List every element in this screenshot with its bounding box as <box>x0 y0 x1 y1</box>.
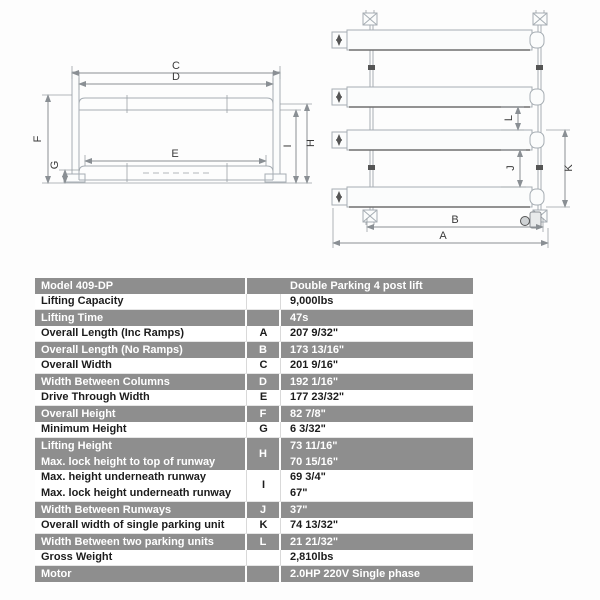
spec-label: Width Between Columns <box>35 374 247 390</box>
table-row <box>35 390 473 406</box>
dim-letter: D <box>247 374 281 390</box>
dim-letter: J <box>247 502 281 518</box>
dim-letter <box>247 550 281 565</box>
spec-value: 192 1/16" <box>290 375 339 388</box>
spec-value: 82 7/8" <box>290 407 326 420</box>
spec-value: 37" <box>290 503 308 516</box>
dim-letter: L <box>247 534 281 550</box>
dim-letter: I <box>247 470 281 501</box>
dim-letter: A <box>247 326 281 341</box>
dim-letter: C <box>247 358 281 373</box>
spec-value: 73 11/16" <box>290 439 338 452</box>
spec-label: Lifting Time <box>35 310 247 326</box>
spec-value: 2.0HP 220V Single phase <box>290 567 421 580</box>
spec-label: Motor <box>35 566 247 582</box>
spec-label: Max. height underneath runway <box>41 471 207 483</box>
dim-letter <box>247 310 281 326</box>
runway-top <box>79 95 273 113</box>
spec-label: Width Between Runways <box>35 502 247 518</box>
dim-label-i: I <box>282 144 294 148</box>
table-row <box>35 470 473 502</box>
runway-bottom <box>79 163 273 182</box>
table-row <box>35 502 473 518</box>
dim-letter: F <box>247 406 281 422</box>
table-header-row <box>35 278 473 294</box>
dim-letter: K <box>247 518 281 533</box>
column-bottom-left <box>363 210 377 225</box>
base-plate-left <box>64 174 85 182</box>
spec-value: 47s <box>290 311 309 324</box>
spec-value: 74 13/32" <box>290 519 339 531</box>
spec-label: Max. lock height to top of runway <box>41 455 216 468</box>
base-plate-right <box>265 174 286 182</box>
spec-table <box>35 278 473 582</box>
spec-value: 70 15/16" <box>290 455 339 468</box>
table-row <box>35 566 473 582</box>
dimension-lines <box>42 66 312 183</box>
table-row <box>35 294 473 310</box>
dim-label-c: C <box>172 60 180 72</box>
dim-label-k: K <box>563 164 575 172</box>
spec-label: Overall Length (No Ramps) <box>35 342 247 358</box>
model-label: Model 409-DP <box>35 278 247 294</box>
dim-letter: H <box>247 438 281 470</box>
table-row <box>35 326 473 342</box>
spec-label: Lifting Height <box>41 439 112 452</box>
spec-value: 201 9/16" <box>290 359 339 371</box>
dim-label-d: D <box>172 71 180 83</box>
power-unit <box>521 212 542 228</box>
column-top-left <box>363 10 377 25</box>
dim-letter <box>247 294 281 309</box>
dim-label-g: G <box>49 160 61 170</box>
spec-value: 2,810lbs <box>290 551 334 563</box>
dim-label-j: J <box>505 165 517 171</box>
dim-label-e: E <box>171 148 179 160</box>
dim-letter: G <box>247 422 281 437</box>
spec-value: 21 21/32" <box>290 535 339 548</box>
table-row <box>35 406 473 422</box>
lock-marks <box>368 65 543 170</box>
table-row <box>35 422 473 438</box>
dim-letter <box>247 566 281 582</box>
table-row <box>35 534 473 550</box>
dim-letter: E <box>247 390 281 405</box>
top-view-diagram <box>325 8 587 256</box>
table-row <box>35 358 473 374</box>
column-top-right <box>533 10 547 25</box>
spec-label: Max. lock height underneath runway <box>41 487 232 499</box>
spec-label: Overall Length (Inc Ramps) <box>35 326 247 341</box>
front-view-diagram <box>28 48 318 223</box>
spec-label: Lifting Capacity <box>35 294 247 309</box>
table-row <box>35 310 473 326</box>
spec-value: 173 13/16" <box>290 343 345 356</box>
spec-value: 9,000lbs <box>290 295 334 307</box>
table-row <box>35 342 473 358</box>
spec-value: 6 3/32" <box>290 423 326 435</box>
dim-label-h: H <box>305 139 317 147</box>
dim-label-l: L <box>503 114 515 122</box>
table-row <box>35 438 473 470</box>
spec-label: Overall Height <box>35 406 247 422</box>
dim-label-b: B <box>451 214 459 226</box>
spec-label: Gross Weight <box>35 550 247 565</box>
table-row <box>35 518 473 534</box>
table-row <box>35 374 473 390</box>
spec-label: Width Between two parking units <box>35 534 247 550</box>
spec-value: 69 3/4" <box>290 471 326 483</box>
spec-label: Overall Width <box>35 358 247 373</box>
model-value: Double Parking 4 post lift <box>290 279 423 292</box>
dim-label-f: F <box>32 135 44 143</box>
table-row <box>35 550 473 566</box>
cross-rails <box>370 25 541 210</box>
spec-label: Minimum Height <box>35 422 247 437</box>
dimension-lines <box>333 107 570 248</box>
spec-label: Overall width of single parking unit <box>35 518 247 533</box>
spec-value: 177 23/32" <box>290 391 345 403</box>
dim-label-a: A <box>439 230 447 242</box>
spec-value: 67" <box>290 487 308 499</box>
spec-value: 207 9/32" <box>290 327 339 339</box>
dim-letter: B <box>247 342 281 358</box>
spec-label: Drive Through Width <box>35 390 247 405</box>
